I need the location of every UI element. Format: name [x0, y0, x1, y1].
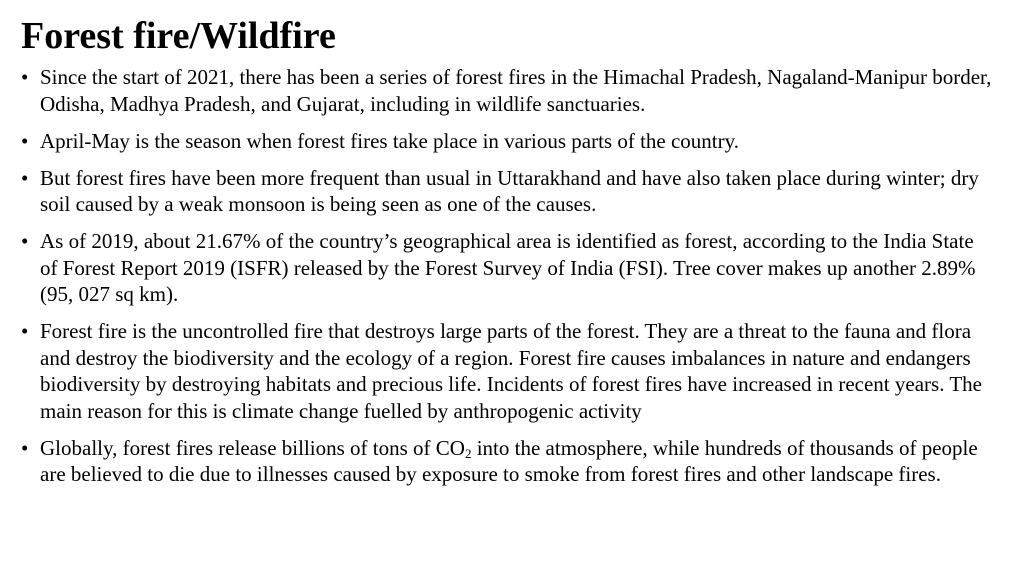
- bullet-item: [21, 165, 994, 218]
- bullet-item: [21, 435, 994, 488]
- bullet-text-before: Globally, forest fires release billions of tons of CO: [40, 435, 465, 460]
- bullet-marker: •: [21, 65, 29, 89]
- bullet-marker: •: [21, 165, 29, 190]
- slide-title: Forest fire/Wildfire: [21, 15, 336, 57]
- bullet-text: But forest fires have been more frequent than usual in Uttarakhand and have also taken place during winter; dry soil caused by a weak monsoon is being seen as one of the causes.: [40, 165, 979, 216]
- bullet-marker: •: [21, 128, 29, 153]
- bullet-text: April-May is the season when forest fires take place in various parts of the country.: [40, 128, 740, 153]
- bullet-item: [21, 64, 994, 117]
- bullet-marker: •: [21, 435, 29, 460]
- bullet-item: [21, 228, 994, 308]
- bullet-text: Forest fire is the uncontrolled fire that destroys large parts of the forest. They are a threat to the fauna and flora and destroy the biodiversity and the ecology of a region. Forest fire causes imbalances in nature and endangers biodiversity by destroying habitats and precious life. Incidents of forest fires have increased in recent years. The main reason for this is climate change fuelled by anthropogenic activity: [40, 319, 982, 423]
- bullet-item: [21, 128, 994, 155]
- bullet-marker: •: [21, 229, 29, 253]
- bullet-text: Since the start of 2021, there has been a series of forest fires in the Himachal Pradesh, Nagaland-Manipur border, Odisha, Madhya Pradesh, and Gujarat, including in wildlife sanctuaries.: [40, 65, 992, 116]
- bullet-text-after: into the atmosphere, while hundreds of thousands of people are believed to die due to illnesses caused by exposure to smoke from forest fires and other landscape fires.: [40, 435, 978, 486]
- co2-subscript: 2: [464, 445, 472, 461]
- bullet-item: [21, 318, 994, 424]
- bullet-text: [40, 436, 978, 487]
- bullet-marker: •: [21, 319, 29, 343]
- bullet-list: [21, 64, 994, 488]
- bullet-text: As of 2019, about 21.67% of the country’s geographical area is identified as forest, according to the India State of Forest Report 2019 (ISFR) released by the Forest Survey of India (FSI). Tree cover makes up another 2.89% (95, 027 sq km).: [40, 229, 976, 306]
